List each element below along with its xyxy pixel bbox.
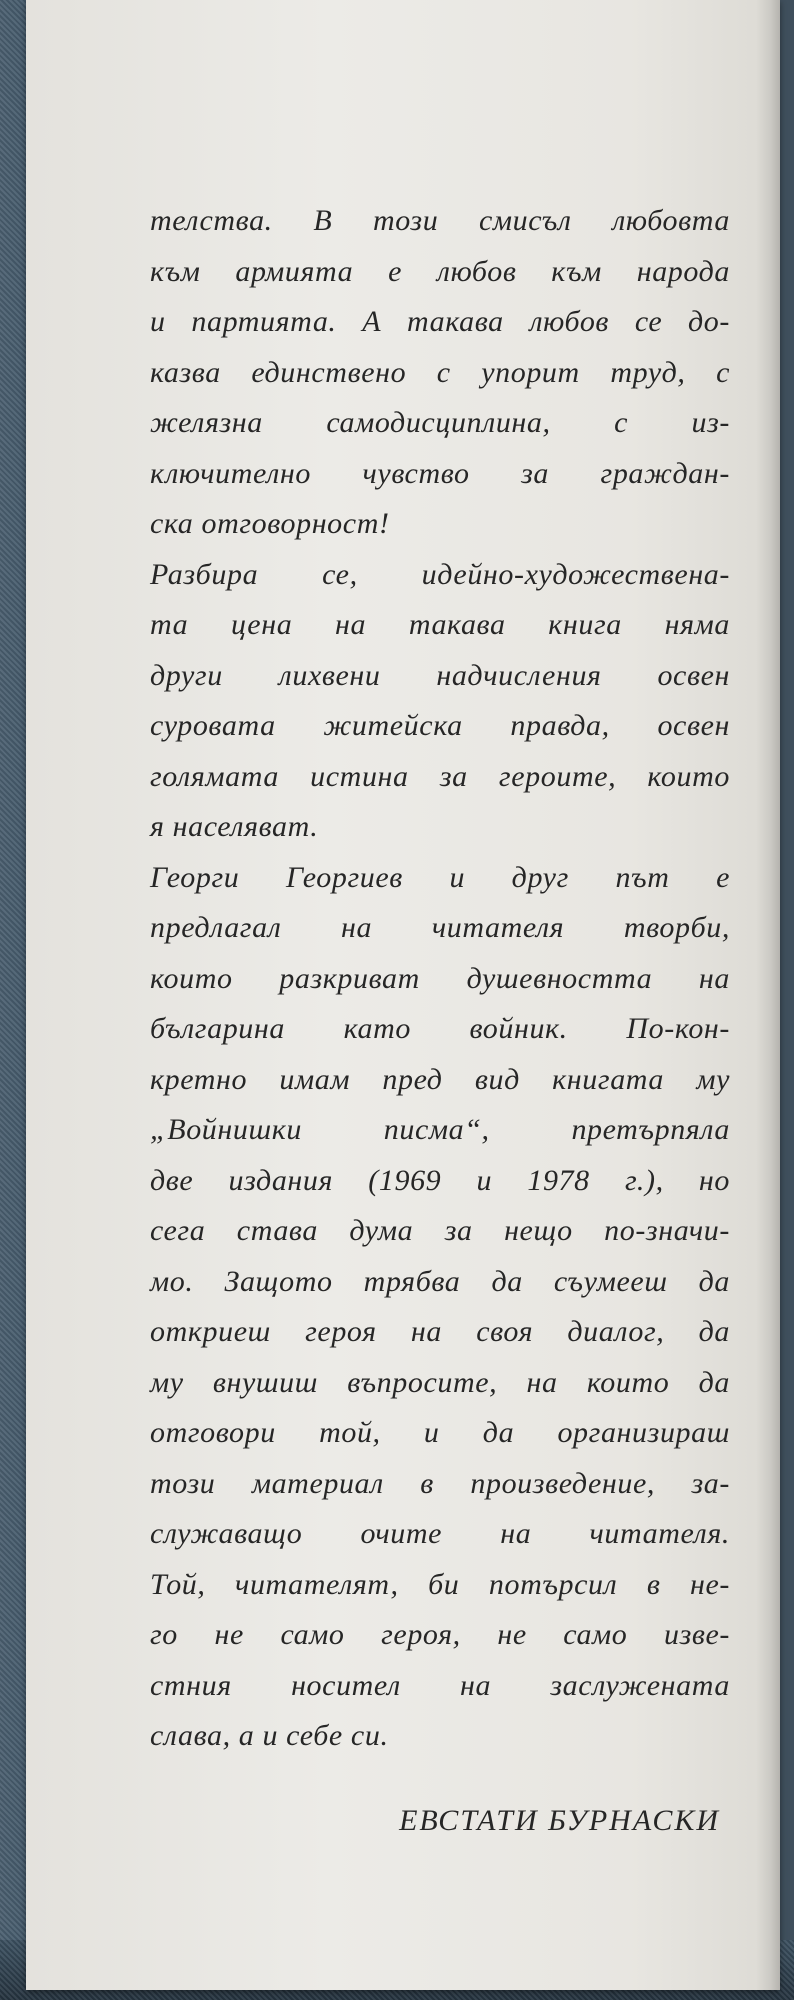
text-line: го не само героя, не само изве- (150, 1618, 730, 1651)
text-line: сега става дума за нещо по-значи- (150, 1214, 730, 1247)
text-line: мо. Защото трябва да съумееш да (150, 1264, 730, 1298)
author-signature: ЕВСТАТИ БУРНАСКИ (399, 1804, 720, 1837)
text-line: този материал в произведение, за- (150, 1466, 730, 1500)
text-line: та цена на такава книга няма (150, 608, 730, 641)
text-line: Той, читателят, би потърсил в не- (150, 1567, 730, 1601)
text-line: голямата истина за героите, които (150, 759, 730, 793)
text-line: предлагал на читателя творби, (150, 911, 730, 944)
text-line: ключително чувство за граждан- (150, 456, 730, 490)
text-line: желязна самодисциплина, с из- (150, 406, 730, 439)
text-line: други лихвени надчисления освен (150, 658, 730, 692)
text-line: „Войнишки писма“, претърпяла (150, 1113, 730, 1146)
page-edge-shadow (756, 0, 780, 1990)
text-line: кретно имам пред вид книгата му (150, 1062, 730, 1096)
text-line: ска отговорност! (150, 507, 390, 540)
text-line: Разбира се, идейно-художествена- (150, 557, 730, 591)
text-line: суровата житейска правда, освен (150, 709, 730, 742)
text-line: две издания (1969 и 1978 г.), но (150, 1163, 730, 1197)
text-line: му внушиш въпросите, на които да (150, 1365, 730, 1399)
text-line: българина като войник. По-кон- (150, 1012, 730, 1045)
text-line: я населяват. (150, 810, 319, 843)
text-line: откриеш героя на своя диалог, да (150, 1315, 730, 1348)
text-line: казва единствено с упорит труд, с (150, 355, 730, 389)
text-line: слава, а и себе си. (150, 1719, 389, 1752)
text-line: и партията. А такава любов се до- (150, 305, 730, 338)
text-line: отговори той, и да организираш (150, 1416, 730, 1449)
text-line: Георги Георгиев и друг път е (150, 860, 730, 894)
text-line: стния носител на заслужената (150, 1668, 730, 1702)
text-body (150, 196, 730, 1762)
text-line: служаващо очите на читателя. (150, 1517, 730, 1550)
text-line: телства. В този смисъл любовта (150, 204, 730, 237)
text-line: към армията е любов към народа (150, 254, 730, 288)
text-line: които разкриват душевността на (150, 961, 730, 995)
